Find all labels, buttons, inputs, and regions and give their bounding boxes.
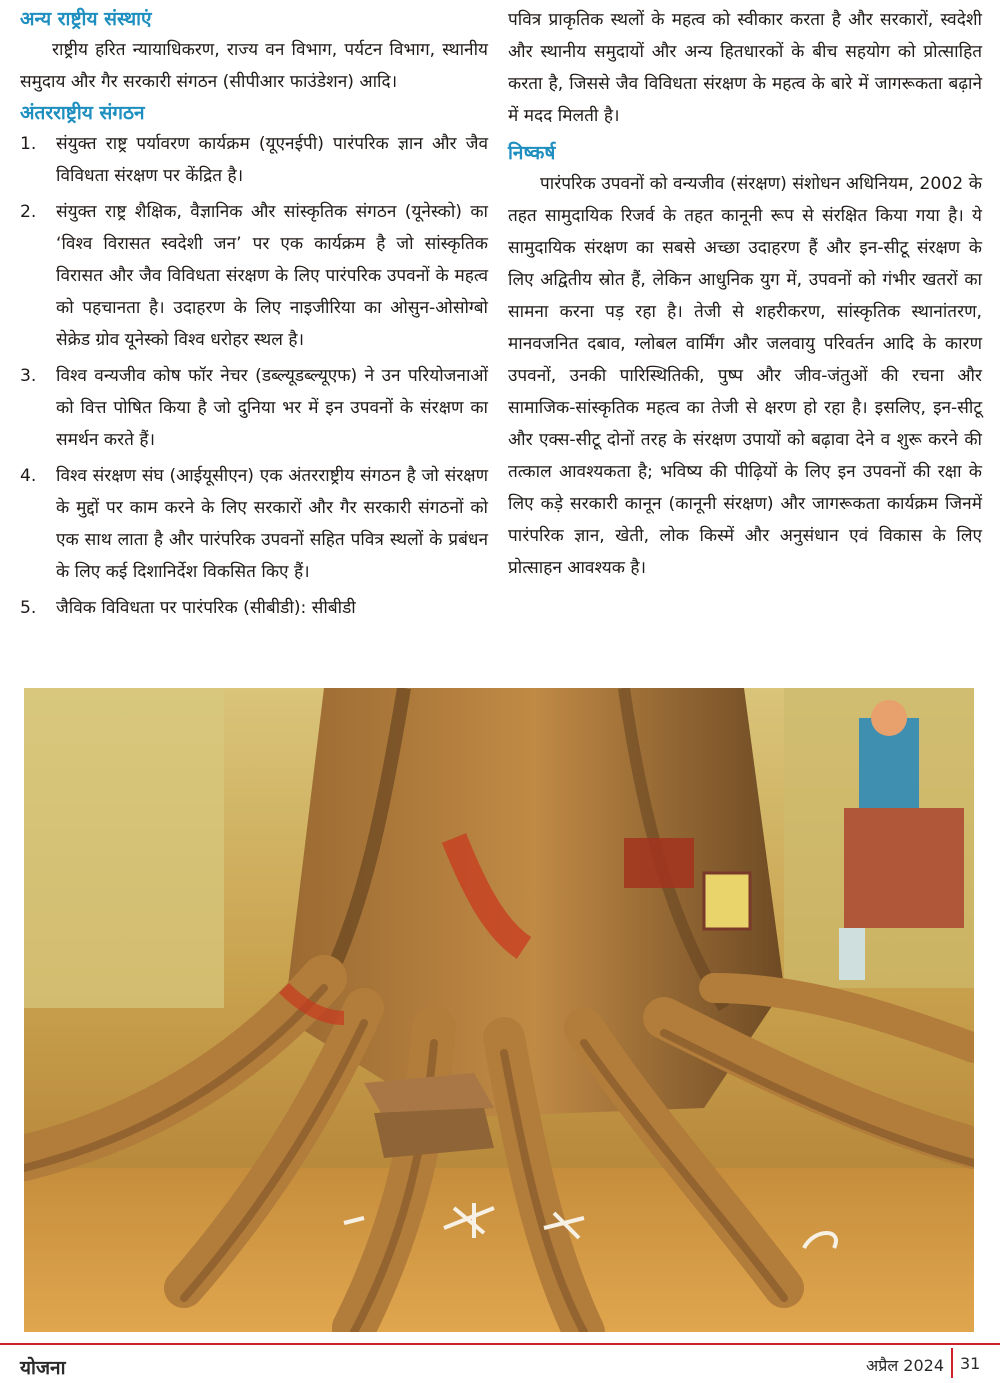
magazine-name: योजना [20,1357,66,1379]
list-item-text: जैविक विविधता पर पारंपरिक (सीबीडी): सीबीडी [56,598,356,618]
list-item-text: विश्व संरक्षण संघ (आईयूसीएन) एक अंतरराष्ट्रीय संगठन है जो संरक्षण के मुद्दों पर काम करने के लिए सरकारों और गैर सरकारी संगठनों को एक साथ लाता है और पारंपरिक उपवनों सहित पवित्र स्थलों के प्रबंधन के लिए कई दिशानिर्देश विकसित किए हैं। [56,466,488,582]
tree-roots-illustration [24,688,974,1332]
right-column [508,4,982,584]
list-item-text: संयुक्त राष्ट्र शैक्षिक, वैज्ञानिक और सांस्कृतिक संगठन (यूनेस्को) का ‘विश्व विरासत स्वदेशी जन’ पर एक कार्यक्रम है जो सांस्कृतिक विरासत और जैव विविधता संरक्षण के लिए पारंपरिक उपवनों के महत्व को पहचानता है। उदाहरण के लिए नाइजीरिया का ओसुन-ओसोग्बो सेक्रेड ग्रोव यूनेस्को विश्व धरोहर स्थल है। [56,202,488,350]
page-footer [0,1340,1000,1383]
list-item-number: 4. [20,466,37,486]
left-column [20,4,488,628]
list-item [20,592,488,624]
international-organizations-heading: अंतरराष्ट्रीय संगठन [20,102,145,124]
list-item-number: 3. [20,366,37,386]
list-item-text: संयुक्त राष्ट्र पर्यावरण कार्यक्रम (यूएनईपी) पारंपरिक ज्ञान और जैव विविधता संरक्षण पर केंद्रित है। [56,134,488,186]
list-item [20,460,488,588]
list-item-text: विश्व वन्यजीव कोष फॉर नेचर (डब्ल्यूडब्ल्यूएफ) ने उन परियोजनाओं को वित्त पोषित किया है जो दुनिया भर में इन उपवनों के संरक्षण का समर्थन करते हैं। [56,366,488,450]
footer-rule [0,1343,1000,1345]
national-institutions-heading: अन्य राष्ट्रीय संस्थाएं [20,8,152,30]
conclusion-heading: निष्कर्ष [508,142,556,164]
list-item [20,360,488,456]
list-item-number: 5. [20,598,37,618]
continued-text: पवित्र प्राकृतिक स्थलों के महत्व को स्वीकार करता है और सरकारों, स्वदेशी और स्थानीय समुदायों और अन्य हितधारकों के बीच सहयोग को प्रोत्साहित करता है, जिससे जैव विविधता संरक्षण के महत्व के बारे में जागरूकता बढ़ाने में मदद मिलती है। [508,10,982,126]
list-item [20,128,488,192]
list-item [20,196,488,356]
sacred-tree-photo [24,688,974,1332]
list-item-number: 2. [20,202,37,222]
issue-date: अप्रैल 2024 [866,1356,944,1375]
national-institutions-text: राष्ट्रीय हरित न्यायाधिकरण, राज्य वन विभाग, पर्यटन विभाग, स्थानीय समुदाय और गैर सरकारी संगठन (सीपीआर फाउंडेशन) आदि। [20,40,488,92]
organizations-list [20,128,488,624]
conclusion-text: पारंपरिक उपवनों को वन्यजीव (संरक्षण) संशोधन अधिनियम, 2002 के तहत सामुदायिक रिजर्व के तहत कानूनी रूप से संरक्षित किया गया है। ये सामुदायिक संरक्षण का सबसे अच्छा उदाहरण हैं और इन-सीटू संरक्षण के लिए अद्वितीय स्रोत हैं, लेकिन आधुनिक युग में, उपवनों को गंभीर खतरों का सामना करना पड़ रहा है। तेजी से शहरीकरण, सांस्कृतिक स्थानांतरण, मानवजनित दबाव, ग्लोबल वार्मिंग और जलवायु परिवर्तन आदि के कारण उपवनों, उनकी पारिस्थितिकी, पुष्प और जीव-जंतुओं की रचना और सामाजिक-सांस्कृतिक महत्व का तेजी से क्षरण हो रहा है। इसलिए, इन-सीटू और एक्स-सीटू दोनों तरह के संरक्षण उपायों को बढ़ावा देने व शुरू करने की तत्काल आवश्यकता है; भविष्य की पीढ़ियों के लिए इन उपवनों की रक्षा के लिए कड़े सरकारी कानून (कानूनी संरक्षण) और जागरूकता कार्यक्रम जिनमें पारंपरिक ज्ञान, खेती, लोक किस्में और अनुसंधान एवं विकास के लिए प्रोत्साहन आवश्यक है। [508,174,982,578]
footer-separator [951,1348,953,1378]
page-number: 31 [960,1354,981,1373]
list-item-number: 1. [20,134,37,154]
